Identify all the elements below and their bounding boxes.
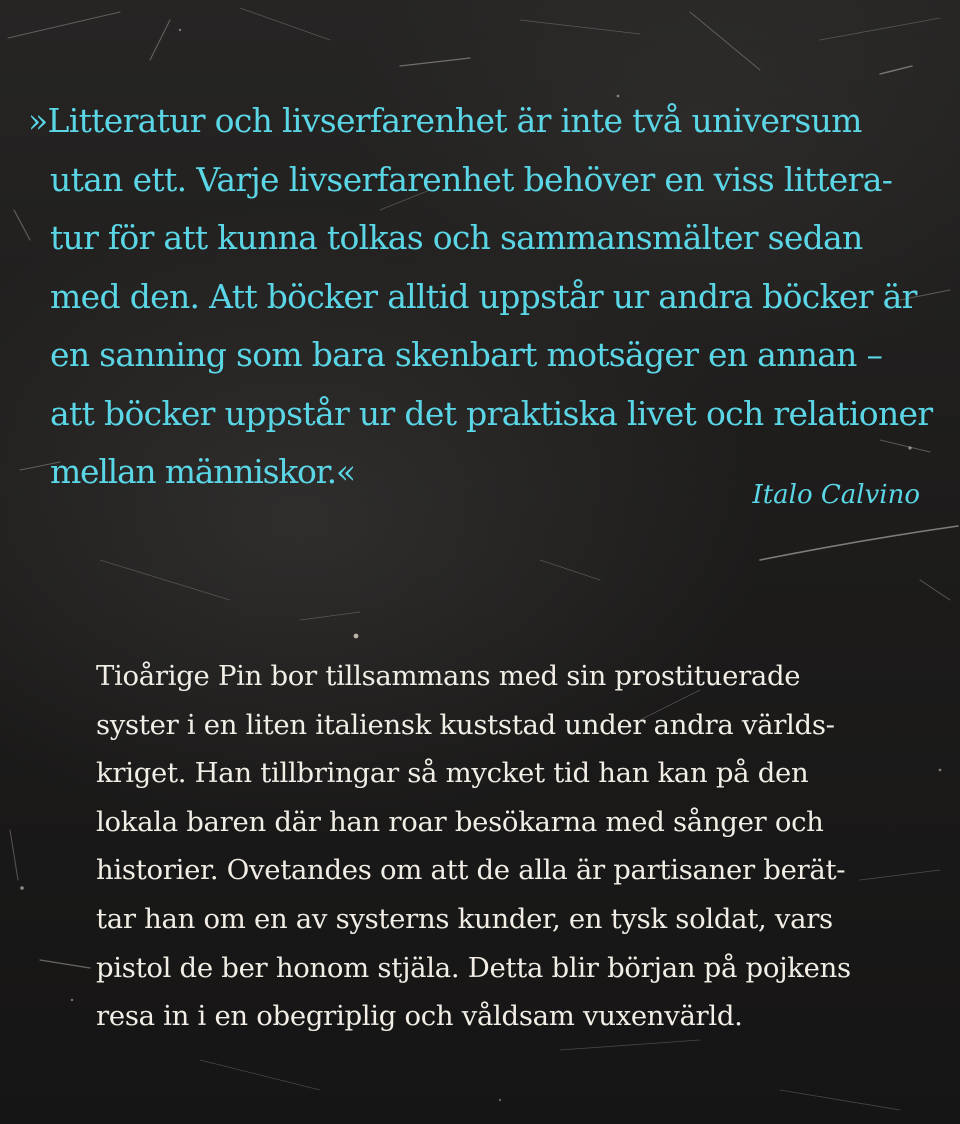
- blurb-line: kriget. Han tillbringar så mycket tid han kan på den: [96, 757, 809, 790]
- quote-line: mellan människor.«: [50, 452, 355, 491]
- blurb-line: pistol de ber honom stjäla. Detta blir början på pojkens: [96, 951, 851, 984]
- blurb-line: resa in i en obegriplig och våldsam vuxenvärld.: [96, 1000, 743, 1033]
- blurb-line: tar han om en av systerns kunder, en tysk soldat, vars: [96, 902, 833, 935]
- quote-line: med den. Att böcker alltid uppstår ur andra böcker är: [50, 276, 917, 316]
- quote-line: tur för att kunna tolkas och sammansmälter sedan: [50, 218, 863, 257]
- blurb-line: syster i en liten italiensk kuststad under andra världs-: [96, 708, 835, 741]
- blurb-line: Tioårige Pin bor tillsammans med sin prostituerade: [96, 660, 801, 692]
- blurb-line: lokala baren där han roar besökarna med sånger och: [96, 805, 824, 838]
- quote-line: en sanning som bara skenbart motsäger en annan –: [50, 335, 883, 374]
- blurb-line: historier. Ovetandes om att de alla är partisaner berät-: [96, 854, 846, 887]
- calvino-quote: [0, 92, 960, 502]
- quote-line: att böcker uppstår ur det praktiska livet och relationer: [50, 393, 933, 433]
- quote-line: »Litteratur och livserfarenhet är inte två universum: [28, 101, 862, 140]
- quote-line: utan ett. Varje livserfarenhet behöver en viss littera-: [50, 159, 893, 199]
- quote-author: Italo Calvino: [752, 480, 920, 510]
- book-blurb: [96, 652, 936, 1041]
